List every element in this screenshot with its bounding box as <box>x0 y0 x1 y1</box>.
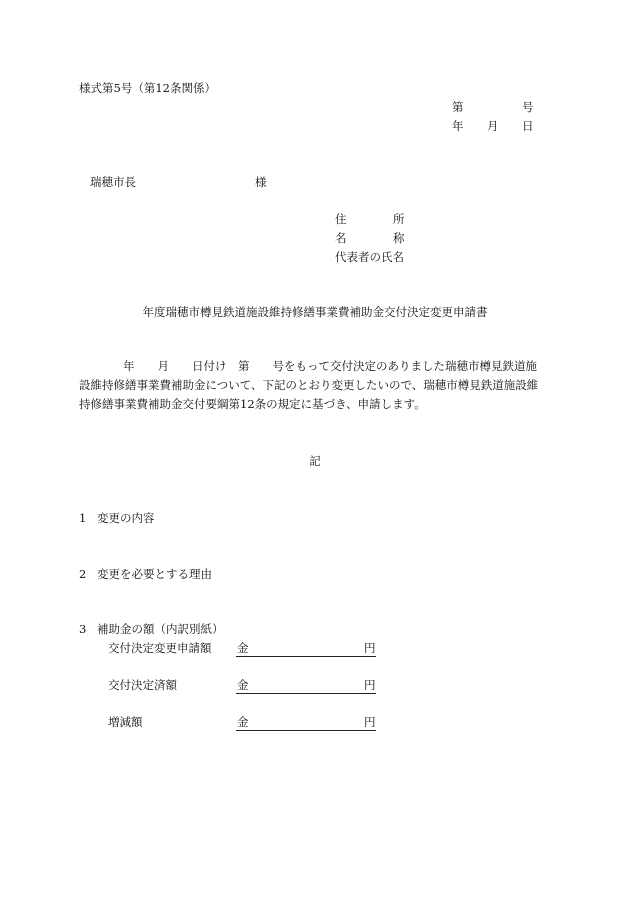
name-label-2: 称 <box>393 231 405 245</box>
item-2-label: 変更を必要とする理由 <box>97 567 212 581</box>
amount-prefix: 金 <box>237 715 249 729</box>
address-label-2: 所 <box>393 212 405 226</box>
amount-label: 増減額 <box>108 715 143 729</box>
amount-label: 交付決定変更申請額 <box>108 641 212 655</box>
doc-number-prefix: 第 <box>452 100 464 114</box>
date-year: 年 <box>452 119 464 133</box>
representative-label: 代表者の氏名 <box>335 250 404 264</box>
date-day: 日 <box>522 119 534 133</box>
doc-number-suffix: 号 <box>522 100 534 114</box>
amount-unit: 円 <box>364 715 376 729</box>
item-1-number: 1 <box>79 511 87 525</box>
amount-prefix: 金 <box>237 678 249 692</box>
amount-unit: 円 <box>364 678 376 692</box>
date-month: 月 <box>487 119 499 133</box>
amount-prefix: 金 <box>237 641 249 655</box>
ki-heading: 記 <box>309 454 321 468</box>
item-3-number: 3 <box>79 622 87 636</box>
amount-field <box>236 640 376 657</box>
amount-label: 交付決定済額 <box>108 678 177 692</box>
amount-unit: 円 <box>364 641 376 655</box>
name-label-1: 名 <box>335 231 347 245</box>
recipient-name: 瑞穂市長 <box>90 175 136 189</box>
body-line-3: 持修繕事業費補助金交付要綱第12条の規定に基づき、申請します。 <box>79 397 426 411</box>
item-1-label: 変更の内容 <box>97 511 155 525</box>
amount-field <box>236 677 376 694</box>
recipient-honorific: 様 <box>255 175 267 189</box>
item-3-label: 補助金の額（内訳別紙） <box>97 622 224 636</box>
body-paragraph <box>79 357 549 414</box>
form-label: 様式第5号（第12条関係） <box>79 81 216 95</box>
address-label-1: 住 <box>335 212 347 226</box>
body-line-2: 設維持修繕事業費補助金について、下記のとおり変更したいので、瑞穂市樽見鉄道施設維 <box>79 378 539 392</box>
amount-field <box>236 714 376 731</box>
item-2-number: 2 <box>79 567 87 581</box>
body-line-1: 年 月 日付け 第 号をもって交付決定のありました瑞穂市樽見鉄道施 <box>123 359 537 373</box>
document-title: 年度瑞穂市樽見鉄道施設維持修繕事業費補助金交付決定変更申請書 <box>142 305 488 319</box>
